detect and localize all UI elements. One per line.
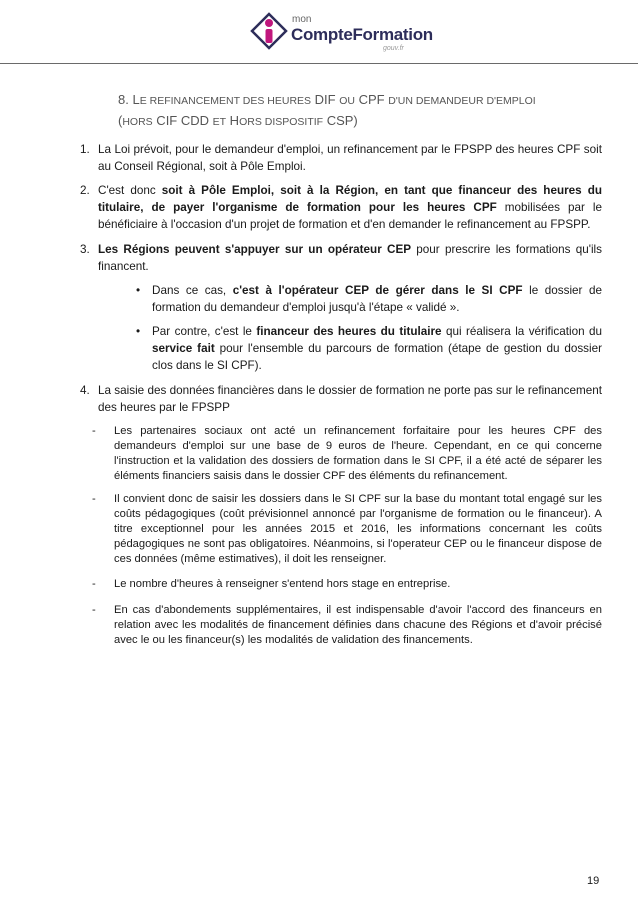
list-item-4	[80, 382, 602, 416]
dash-text: Le nombre d'heures à renseigner s'entend hors stage en entreprise.	[114, 578, 451, 590]
bullet-text-bold: c'est à l'opérateur CEP de gérer dans le SI CPF	[232, 284, 523, 297]
dash-item-4	[92, 603, 602, 648]
bullet-item-2	[136, 323, 603, 374]
dash-symbol: -	[92, 425, 96, 437]
section-title-line1: LE REFINANCEMENT DES HEURES DIF OU CPF D'UN DEMANDEUR D'EMPLOI	[132, 92, 536, 107]
person-icon	[250, 12, 288, 52]
list-item-1	[80, 141, 602, 175]
bullet-text-post: le dossier de formation du demandeur d'emploi jusqu'à l'étape « validé ».	[152, 284, 603, 314]
list-item-text-post: mobilisées par le bénéficiaire à l'occasion d'un projet de formation et d'en demander le refinancement au FPSPP.	[98, 201, 602, 231]
section-title-line2: (HORS CIF CDD ET HORS DISPOSITIF CSP)	[118, 113, 358, 128]
bullet-icon: •	[136, 325, 141, 338]
dash-symbol: -	[92, 493, 96, 505]
bullet-text-pre: Dans ce cas,	[152, 284, 233, 297]
bullet-text-bold2: service fait	[152, 342, 215, 355]
dash-text: Il convient donc de saisir les dossiers dans le SI CPF sur la base du montant total engagé sur les coûts pédagogiques (coût prévisionnel annoncé par l'organisme de formation ou le financeur). A titre exceptionnel pour les années 2015 et 2016, les informations concernant les coûts pédagogiques ne sont pas obligatoires. Néanmoins, si l'operateur CEP ou le financeur dispose de ces données (même estimatives), il doit les renseigner.	[114, 493, 602, 565]
dash-symbol: -	[92, 578, 96, 590]
bullet-text-bold: financeur des heures du titulaire	[256, 325, 442, 338]
logo-gouv-text: gouv.fr	[383, 45, 404, 52]
bullet-text-pre: Par contre, c'est le	[152, 325, 257, 338]
list-item-2	[80, 182, 602, 233]
bullet-text-mid: qui réalisera la vérification du	[441, 325, 602, 338]
list-item-number: 1.	[80, 143, 90, 156]
bullet-icon: •	[136, 284, 141, 297]
list-item-text-bold: Les Régions peuvent s'appuyer sur un opérateur CEP	[98, 243, 412, 256]
dash-item-2	[92, 492, 602, 567]
dash-symbol: -	[92, 604, 96, 616]
list-item-text-pre: C'est donc	[98, 184, 162, 197]
header-divider	[0, 63, 638, 64]
dash-item-3	[92, 577, 602, 592]
section-title	[118, 90, 608, 132]
section-number: 8.	[118, 92, 129, 107]
list-item-text-bold: soit à Pôle Emploi, soit à la Région, en tant que financeur des heures du titulaire, de payer l'organisme de formation pour les heures CPF	[98, 184, 602, 214]
list-item-text: La saisie des données financières dans le dossier de formation ne porte pas sur le refinancement des heures par le FPSPP	[98, 384, 602, 414]
logo-mon-text: mon	[292, 14, 312, 25]
dash-text: En cas d'abondements supplémentaires, il est indispensable d'avoir l'accord des financeurs en relation avec les modalités de financement définies dans chacune des Régions et d'avoir précisé avec le ou les financeur(s) les modalités de validation des financements.	[114, 604, 602, 646]
list-item-number: 3.	[80, 243, 90, 256]
list-item-3	[80, 241, 602, 275]
page-number: 19	[587, 875, 600, 887]
list-item-number: 4.	[80, 384, 90, 397]
list-item-text: La Loi prévoit, pour le demandeur d'emploi, un refinancement par le FPSPP des heures CPF soit au Conseil Régional, soit à Pôle Emploi.	[98, 143, 602, 173]
logo-main-text: CompteFormation	[291, 25, 433, 44]
dash-text: Les partenaires sociaux ont acté un refinancement forfaitaire pour les heures CPF des demandeurs d'emploi sur une base de 9 euros de l'heure. Cependant, en ce qui concerne l'instruction et la validation des dossiers de formation dans le SI CPF, il a été acté de séparer les éléments financiers saisis dans le dossier CPF des éléments du refinancement.	[114, 425, 602, 482]
list-item-text-post: pour prescrire les formations qu'ils financent.	[98, 243, 602, 273]
bullet-text-post: pour l'ensemble du parcours de formation (étape de gestion du dossier clos dans le SI CPF).	[152, 342, 603, 372]
compteformation-logo	[242, 8, 442, 58]
list-item-number: 2.	[80, 184, 90, 197]
dash-item-1	[92, 424, 602, 484]
bullet-item-1	[136, 282, 603, 316]
